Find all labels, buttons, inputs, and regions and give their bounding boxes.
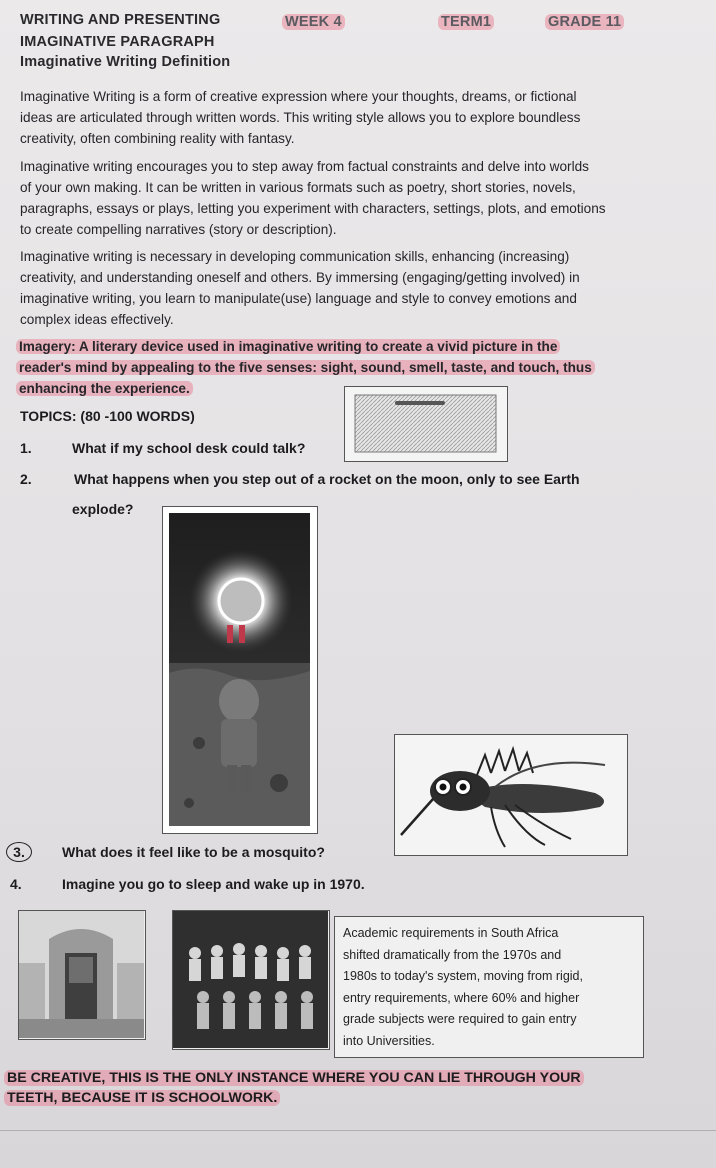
term-label: TERM1 [438, 14, 494, 30]
para1-line3: creativity, often combining reality with fantasy. [20, 131, 295, 146]
desk-drawing [345, 387, 506, 460]
info-line3: 1980s to today's system, moving from rigid, [343, 969, 583, 983]
moon-earth-explosion-image [162, 506, 318, 834]
topic2-text-cont: explode? [72, 501, 134, 517]
group-photo-image [172, 910, 330, 1050]
topic4-text: Imagine you go to sleep and wake up in 1970. [62, 876, 365, 892]
topic2-text: What happens when you step out of a rocket on the moon, only to see Earth [74, 471, 580, 487]
para3-line4: complex ideas effectively. [20, 312, 174, 327]
para2-line3: paragraphs, essays or plays, letting you experiment with characters, settings, plots, and emotions [20, 201, 606, 216]
topics-heading: TOPICS: (80 -100 WORDS) [20, 408, 195, 424]
mosquito-image [394, 734, 628, 856]
para3-line1: Imaginative writing is necessary in developing communication skills, enhancing (increasing) [20, 249, 570, 264]
group-drawing [173, 911, 328, 1048]
para2-line1: Imaginative writing encourages you to step away from factual constraints and delve into worlds [20, 159, 589, 174]
para2-line4: to create compelling narratives (story or description). [20, 222, 337, 237]
academic-requirements-box [334, 916, 644, 1058]
section-title: IMAGINATIVE PARAGRAPH [20, 34, 215, 50]
week-label: WEEK 4 [282, 14, 345, 30]
grade-label: GRADE 11 [545, 14, 624, 30]
old-house-image [18, 910, 146, 1040]
footer-line2: TEETH, BECAUSE IT IS SCHOOLWORK. [4, 1090, 280, 1106]
info-line1: Academic requirements in South Africa [343, 926, 559, 940]
imagery-line2: reader's mind by appealing to the five senses: sight, sound, smell, taste, and touch, thus [16, 360, 595, 375]
topic3-text: What does it feel like to be a mosquito? [62, 844, 325, 860]
topic2-number: 2. [20, 471, 32, 487]
para3-line3: imaginative writing, you learn to manipulate(use) language and style to convey emotions and [20, 291, 577, 306]
topic1-text: What if my school desk could talk? [72, 440, 306, 456]
paragraph-necessary [20, 246, 706, 330]
bottom-divider [0, 1130, 716, 1131]
topic3-number: 3. [6, 842, 32, 862]
para1-line2: ideas are articulated through written words. This writing style allows you to explore boundless [20, 110, 581, 125]
para3-line2: creativity, and understanding oneself and others. By immersing (engaging/getting involved) in [20, 270, 580, 285]
paragraph-definition [20, 86, 706, 149]
school-desk-image [344, 386, 508, 462]
subject-title: WRITING AND PRESENTING [20, 12, 221, 28]
house-drawing [19, 911, 144, 1038]
topic1-number: 1. [20, 440, 32, 456]
astronaut-drawing [169, 513, 310, 826]
paragraph-encourages [20, 156, 706, 240]
info-line2: shifted dramatically from the 1970s and [343, 947, 562, 962]
para1-line1: Imaginative Writing is a form of creative expression where your thoughts, dreams, or fictional [20, 89, 577, 104]
imagery-line3: enhancing the experience. [16, 381, 193, 396]
info-line6: into Universities. [343, 1033, 435, 1048]
info-line5: grade subjects were required to gain entry [343, 1012, 577, 1026]
para2-line2: of your own making. It can be written in various formats such as poetry, short stories, novels, [20, 180, 576, 195]
footer-note [4, 1068, 704, 1108]
info-line4: entry requirements, where 60% and higher [343, 990, 580, 1005]
definition-heading: Imaginative Writing Definition [20, 54, 231, 70]
topic4-number: 4. [10, 876, 22, 892]
mosquito-drawing [395, 735, 626, 854]
imagery-line1: Imagery: A literary device used in imaginative writing to create a vivid picture in the [16, 339, 560, 354]
footer-line1: BE CREATIVE, THIS IS THE ONLY INSTANCE WHERE YOU CAN LIE THROUGH YOUR [4, 1070, 584, 1086]
